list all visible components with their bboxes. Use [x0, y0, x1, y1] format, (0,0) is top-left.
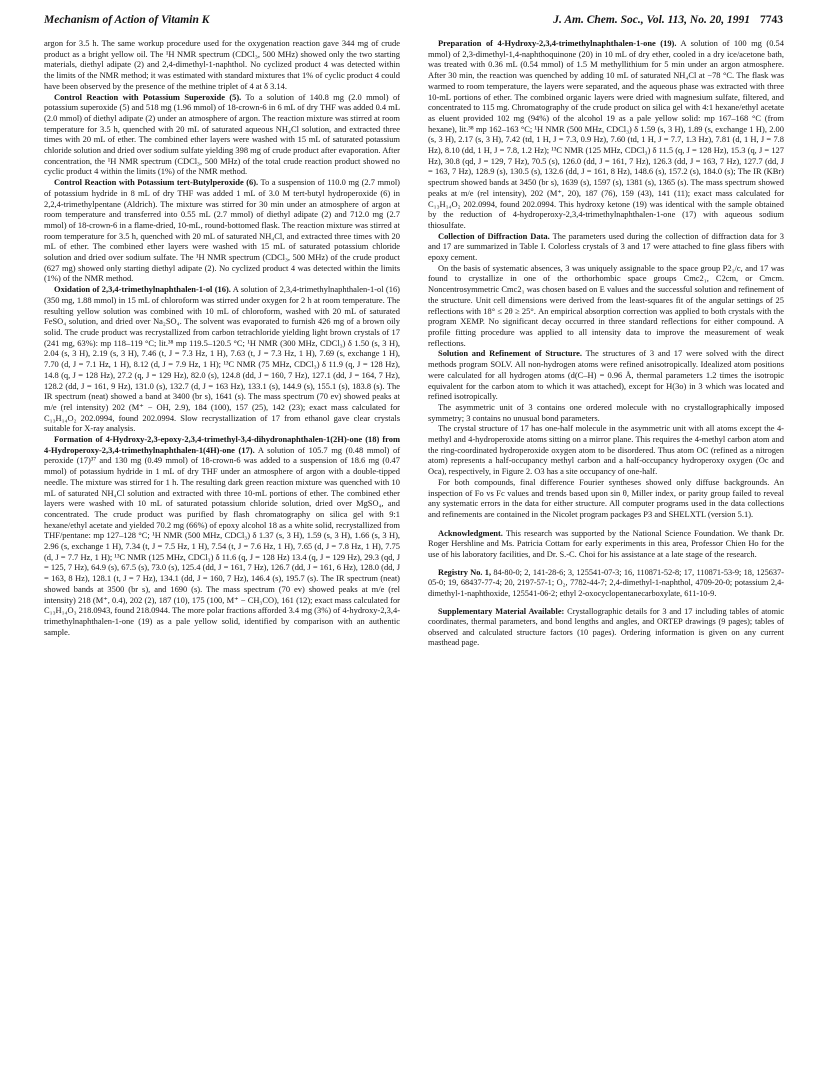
paragraph-text: A solution of 105.7 mg (0.48 mmol) of peroxide (17)³⁷ and 130 mg (0.49 mmol) of 18-crown-6 was added to a suspension of 18.6 mg (0.47 mmol) of potassium hydride in 1 mL of dry THF under an atmosphere of argon with a double-tipped needle. The mixture was stirred for 1 h. The resulting dark green reaction mixture was quenched with 10 mL of saturated NH₄Cl solution and extracted with three 10-mL portions of ether. The combined ether layers were washed with 10 mL of saturated potassium chloride solution, dried over MgSO₄, and concentrated. The crude product was purified by flash chromatography on silica gel with 9:1 hexane/ethyl acetate and yielded 70.2 mg (66%) of epoxy alcohol 18 as a white solid, recrystallized from THF/pentane: mp 127–128 °C; ¹H NMR (500 MHz, CDCl₃) δ 1.37 (s, 3 H), 1.59 (s, 3 H), 1.66 (s, 3 H), 2.96 (s, exchange 1 H), 7.34 (t, J = 7.5 Hz, 1 H), 7.54 (t, J = 7.6 Hz, 1 H), 7.65 (d, J = 7.8 Hz, 1 H), 7.75 (d, J = 7.7 Hz, 1 H); ¹³C NMR (125 MHz, CDCl₃) δ 11.6 (q, J = 128 Hz) 13.4 (q, J = 129 Hz), 29.3 (qd, J = 125, 7 Hz), 64.9 (s), 67.5 (s), 73.0 (s), 125.4 (dd, J = 161, 7 Hz), 126.7 (dd, J = 161, 6 Hz), 128.0 (dd, J = 163, 8 Hz), 128.1 (t, J = 7 Hz), 134.1 (dd, J = 160, 7 Hz), 146.4 (s), 195.7 (s). The IR spectrum (neat) showed bands at 3500 (br s), and 1690 (s). The mass spectrum (70 ev) showed peaks at m/e (rel intensity) 218 (M⁺, 0.4), 202 (2), 187 (10), 175 (100, M⁺ − CH₃CO), 161 (12); exact mass calculated for C₁₃H₁₄O₃ 218.0943, found 218.0944. The more polar fractions afforded 3.4 mg (3%) of 4-hydroxy-2,3,4-trimethylnaphthalen-1-one (19) as a pale yellow solid, identified by comparison with an authentic sample.	[44, 444, 401, 637]
left-column	[44, 38, 400, 637]
registry-numbers	[428, 568, 784, 599]
paragraph-text: On the basis of systematic absences, 3 was uniquely assignable to the space group P2₁/c, and 17 was found to crystallize in one of the orthorhombic space groups Cmc2₁, C2cm, or Cmcm. Noncentrosymmetric Cmc2₁ was chosen based on E values and the successful solution and refinement of the structure. Unit cell dimensions were derived from the least-squares fit of the angular settings of 25 reflections with 18° ≤ 2θ ≥ 25°. An empirical absorption correction was applied to both crystals with the program XEMP. No significant decay occurred in three standard reflections for either compound. A profile fitting procedure was applied to all intensity data to improve the measurement of weak reflections.	[428, 262, 784, 348]
right-column	[428, 38, 784, 649]
paragraph-text: The crystal structure of 17 has one-half molecule in the asymmetric unit with all atoms except the 4-methyl and 4-hydroperoxide atoms sitting on a mirror plane. This requires the 4-methyl carbon atom and the ring-coordinated hydroperoxide oxygen atom to be disordered. Thus atom OC (refined as a nitrogen atom) represents a half-occupancy methyl carbon and a half-occupancy hydroperoxy oxygen (Oc and Oca), respectively, in Figure 2. O3 has a site occupancy of one-half.	[428, 423, 784, 477]
paragraph	[44, 284, 400, 434]
supplementary-text: Crystallographic details for 3 and 17 including tables of atomic coordinates, thermal parameters, and bond lengths and angles, and ORTEP drawings (9 pages); tables of observed and calculated structure factors (10 pages). Ordering information is given on any current masthead page.	[428, 606, 785, 648]
paragraph	[44, 177, 400, 284]
page-number: 7743	[760, 14, 783, 26]
section-heading: Oxidation of 2,3,4-trimethylnaphthalen-1-ol (16).	[54, 284, 231, 295]
section-heading: Collection of Diffraction Data.	[438, 230, 550, 241]
paragraph	[44, 38, 400, 92]
paragraph	[428, 38, 784, 231]
acknowledgment-text: This research was supported by the National Science Foundation. We thank Dr. Roger Hershline and Ms. Patricia Cottam for early experiments in this area, Professor Chien Ho for the use of his laboratory facilities, and Dr. S.-C. Choi for his assistance at a late stage of the research.	[428, 527, 784, 560]
acknowledgment-heading: Acknowledgment.	[438, 527, 503, 538]
supplementary-material	[428, 607, 784, 649]
paragraph-text: argon for 3.5 h. The same workup procedure used for the oxygenation reaction gave 344 mg of crude product as a bright yellow oil. The ¹H NMR spectrum (CDCl₃, 500 MHz) showed only the two starting materials, diethyl adipate (2) and 2,4-dimethyl-1-naphthol. No cyclized product 4 was detected within the limits of the NMR method; it was estimated with standard mixtures that 1% of cyclic product 4 could have been observed by the presence of the methine triplet of 4 at δ 3.14.	[44, 38, 400, 91]
paragraph-text: A solution of 2,3,4-trimethylnaphthalen-1-ol (16) (350 mg, 1.88 mmol) in 15 mL of chloroform was stirred under oxygen for 2 h at room temperature. The resulting yellow solution was combined with 10 mL of chloroform, washed with 20 mL of saturated FeSO₄ solution, and dried over Na₂SO₄. The solvent was evaporated to furnish 426 mg of a brown oily solid. The crude product was recrystallized from carbon tetrachloride yielding light brown crystals of 17 (241 mg, 63%): mp 118–119 °C; lit.³⁸ mp 119.5–120.5 °C; ¹H NMR (300 MHz, CDCl₃) δ 1.50 (s, 3 H), 2.04 (s, 3 H), 2.19 (s, 3 H), 7.46 (t, J = 7.3 Hz, 1 H), 7.63 (t, J = 7.3 Hz, 1 H), 7.69 (s, exchange 1 H), 7.70 (d, J = 7.1 Hz, 1 H), 8.12 (d, J = 7.9 Hz, 1 H); ¹³C NMR (75 MHz, CDCl₃) δ 11.9 (q, J = 128 Hz), 14.8 (q, J = 128 Hz), 27.2 (q, J = 129 Hz), 82.0 (s), 124.8 (dd, J = 160, 7 Hz), 127.1 (dd, J = 164, 7 Hz), 128.2 (dd, J = 161, 9 Hz), 131.0 (s), 132.7 (d, J = 163 Hz), 133.1 (s), 144.9 (s), 155.1 (s), 183.8 (s). The IR spectrum (neat) showed a band at 3400 (br s), 1641 (s). The mass spectrum (70 ev) showed peaks at m/e (rel intensity) 202 (M⁺ − OH, 2.9), 184 (100), 157 (25), 142 (23); exact mass calculated for C₁₃H₁₄O₂ 202.0994, found 202.0994. Slow recrystallization of 17 from ethanol gave clear crystals suitable for X-ray analysis.	[44, 284, 400, 434]
paragraph	[44, 92, 400, 178]
acknowledgment	[428, 528, 784, 560]
section-heading: Preparation of 4-Hydroxy-2,3,4-trimethylnaphthalen-1-one (19).	[438, 38, 677, 48]
journal-citation	[553, 14, 783, 26]
section-heading: Control Reaction with Potassium Superoxide (5).	[54, 91, 242, 102]
section-heading: Formation of 4-Hydroxy-2,3-epoxy-2,3,4-trimethyl-3,4-dihydronaphthalen-1(2H)-one (18) from 4-Hydroperoxy-2,3,4-trimethylnaphthalen-1(4H)-one (17).	[44, 434, 400, 455]
paragraph-text: For both compounds, final difference Fourier syntheses showed only diffuse backgrounds. An inspection of Fo vs Fc values and trends based upon sin θ, Miller index, or parity group failed to reveal any systematic errors in the data for either structure. All computer programs used in the data collections and refinements are contained in the Nicolet program packages P3 and SHELXTL (version 5.1).	[428, 476, 784, 519]
paragraph-text: To a solution of 140.8 mg (2.0 mmol) of potassium superoxide (5) and 518 mg (1.96 mmol) of 18-crown-6 in 6 mL of dry THF was added 0.4 mL (2.0 mmol) of diethyl adipate (2) under an atmosphere of argon. The reaction mixture was stirred at room temperature for 3.5 h, quenched with 20 mL of saturated aqueous NH₄Cl solution, and extracted three times with 20 mL of ether. The combined ether layers were washed with 15 mL of saturated potassium chloride solution and dried over sodium sulfate yielding 398 mg of crude product after evaporation. After concentration, the ¹H NMR spectrum (CDCl₃, 500 MHz) of the total crude reaction product showed no cyclic product 4 within the limits (1%) of the NMR method.	[44, 91, 400, 177]
paragraph-text: The structures of 3 and 17 were solved with the direct methods program SOLV. All non-hydrogen atoms were refined anisotropically. Idealized atom positions were calculated for all hydrogen atoms (d(C–H) = 0.96 Å, thermal parameters 1.2 times the isotropic equivalent for the carbon atom to which it was attached), except for H(3o) in 3 which was located and refined isotropically.	[428, 348, 784, 402]
section-heading: Solution and Refinement of Structure.	[438, 348, 583, 359]
registry-text: 84-80-0; 2, 141-28-6; 3, 125541-07-3; 16, 110871-52-8; 17, 110871-53-9; 18, 125637-05-0; 19, 68437-77-4; 20, 2197-57-1; O₂, 7782-44-7; 2,4-dimethyl-1-naphthol, 4709-20-0; potassium 2,4-dimethyl-1-naphthoxide, 125541-06-2; ethyl 2-oxocyclopentanecarboxylate, 611-10-9.	[428, 567, 784, 598]
paragraph	[428, 348, 784, 402]
paragraph-text: The parameters used during the collection of diffraction data for 3 and 17 are summarized in Table I. Colorless crystals of 3 and 17 were attached to fine glass fibers with epoxy cement.	[428, 230, 784, 263]
journal-reference: J. Am. Chem. Soc., Vol. 113, No. 20, 1991	[553, 14, 750, 26]
supplementary-heading: Supplementary Material Available:	[438, 606, 565, 616]
paragraph	[44, 434, 400, 637]
paragraph	[428, 423, 784, 477]
running-title: Mechanism of Action of Vitamin K	[44, 14, 210, 26]
running-head	[44, 14, 783, 30]
paragraph-text: To a suspension of 110.0 mg (2.7 mmol) of potassium hydride in 8 mL of dry THF was added 1 mL of 3.0 M tert-butyl hydroperoxide (6) in 2,2,4-trimethylpentane (Aldrich). The mixture was stirred for 30 min under an atmosphere of argon at room temperature and transferred into 0.55 mL (2.7 mmol) of diethyl adipate (2) and 712.0 mg (2.7 mmol) of 18-crown-6 in a flame-dried, 10-mL, round-bottomed flask. The reaction mixture was stirred at room temperature for 3.5 h, quenched with 20 mL of saturated NH₄Cl, and extracted three times with 20 mL of ether. The combined ether layers were washed with 15 mL of saturated potassium chloride solution and dried over sodium sulfate. The ¹H NMR spectrum (CDCl₃, 500 MHz) of the crude product (627 mg) showed only starting diethyl adipate (2). No cyclized product 4 was detected within the limits (1%) of the NMR method.	[44, 177, 400, 284]
paragraph	[428, 477, 784, 520]
section-heading: Control Reaction with Potassium tert-Butylperoxide (6).	[54, 177, 259, 188]
paragraph-text: A solution of 100 mg (0.54 mmol) of 2,3-dimethyl-1,4-naphthoquinone (20) in 10 mL of dry ether, cooled in a dry ice/acetone bath, was treated with 0.36 mL (0.54 mmol) of 1.5 M methyllithium for 5 min under an argon atmosphere. After 30 min, the reaction was quenched by adding 10 mL of saturated NH₄Cl at −78 °C. The flask was warmed to room temperature, the layers were separated, and the aqueous phase was extracted with three 10-mL portions of ether. The combined organic layers were dried with magnesium sulfate, filtered, and concentrated to 115 mg. Chromatography of the crude product on silica gel with 4:1 hexane/ethyl acetate as eluent provided 102 mg (94%) of the alcohol 19 as a pale yellow solid: mp 167–168 °C (from hexane), lit.³⁸ mp 162–163 °C; ¹H NMR (500 MHz, CDCl₃) δ 1.59 (s, 3 H), 1.89 (s, exchange 1 H), 2.00 (s, 3 H), 2.17 (s, 3 H), 7.42 (td, 1 H, J = 7.3, 0.9 Hz), 7.60 (td, 1 H, J = 7.7, 1.3 Hz), 7.81 (d, 1 H, J = 7.8 Hz), 8.10 (dd, 1 H, J = 7.8, 1.2 Hz); ¹³C NMR (125 MHz, CDCl₃) δ 11.5 (q, J = 128 Hz), 15.3 (q, J = 127 Hz), 30.8 (qd, J = 129, 7 Hz), 70.5 (s), 126.0 (dd, J = 161, 7 Hz), 126.3 (dd, J = 163, 7 Hz), 127.7 (dd, J = 163, 7 Hz), 128.9 (s), 130.5 (s), 132.6 (dd, J = 161, 8 Hz), 148.6 (s), 157.2 (s), 184.0 (s); The IR (KBr) spectrum showed bands at 3450 (br s), 1639 (s), 1597 (s), 1381 (s), 1365 (s). The mass spectrum showed peaks at m/e (rel intensity), 202 (M⁺, 20), 187 (76), 159 (43), 141 (11); exact mass calculated for C₁₃H₁₄O₂ 202.0994, found 202.0994. This hydroxy ketone (19) was identical with the sample obtained by the reduction of 4-hydroperoxy-2,3,4-trimethylnaphthalen-1-one (17) with aqueous sodium thiosulfate.	[428, 38, 784, 230]
paragraph-text: The asymmetric unit of 3 contains one ordered molecule with no crystallographically imposed symmetry; 3 contains no unusual bond parameters.	[428, 401, 784, 423]
paragraph	[428, 263, 784, 349]
paragraph	[428, 402, 784, 423]
paragraph	[428, 231, 784, 263]
registry-heading: Registry No. 1,	[438, 567, 492, 577]
